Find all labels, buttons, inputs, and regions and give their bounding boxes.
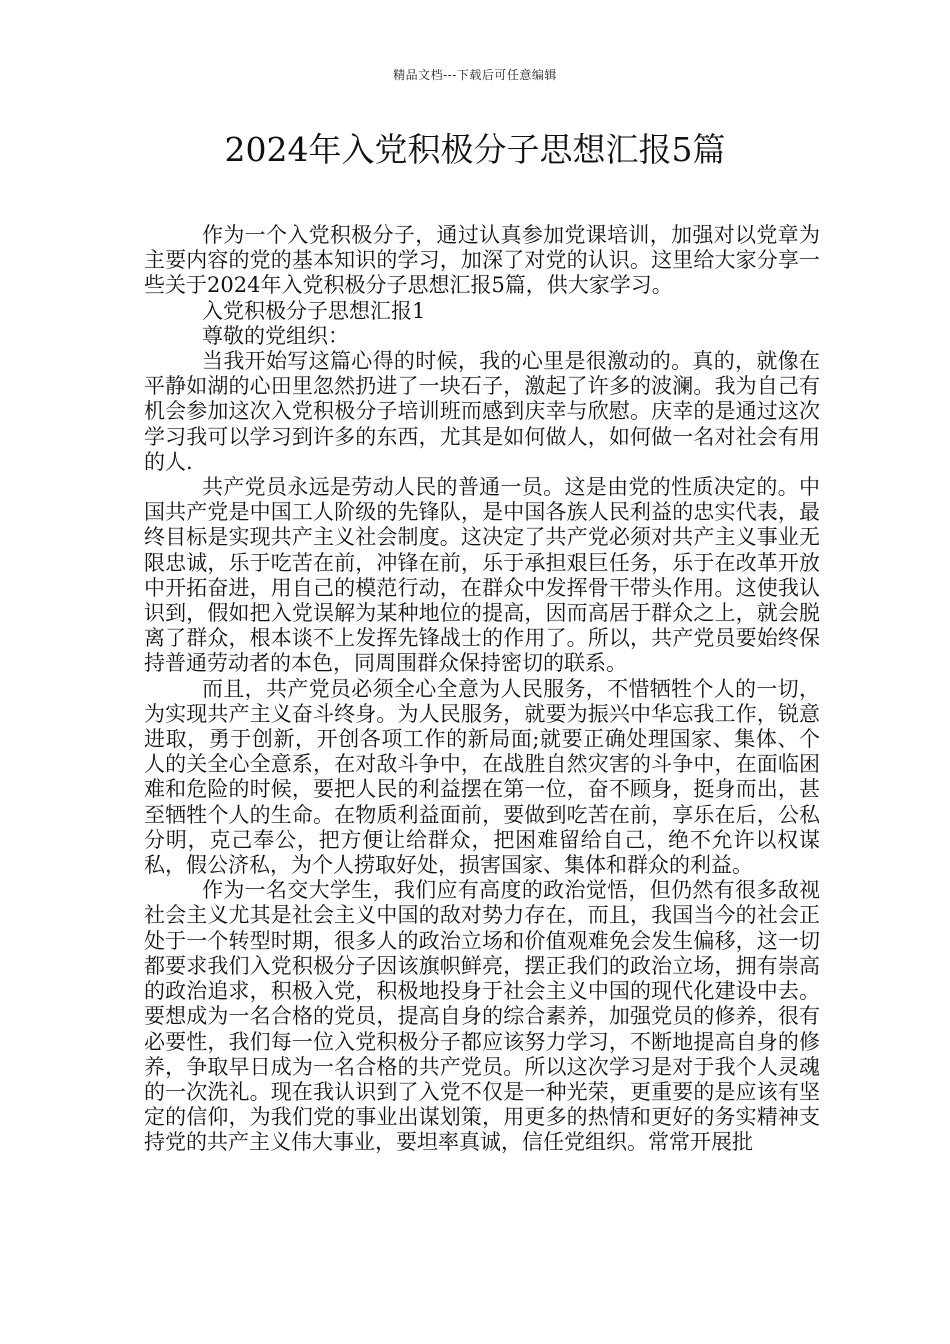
body-paragraph: 共产党员永远是劳动人民的普通一员。这是由党的性质决定的。中国共产党是中国工人阶级的先锋队，是中国各族人民利益的忠实代表，最终目标是实现共产主义社会制度。这决定了共产党必须对共产主义事业无限忠诚，乐于吃苦在前，冲锋在前，乐于承担艰巨任务，乐于在改革开放中开拓奋进，用自己的模范行动，在群众中发挥骨干带头作用。这使我认识到，假如把入党误解为某种地位的提高，因而高居于群众之上，就会脱离了群众，根本谈不上发挥先锋战士的作用了。所以，共产党员要始终保持普通劳动者的本色，同周围群众保持密切的联系。 [144, 475, 820, 676]
document-title: 2024年入党积极分子思想汇报5篇 [224, 130, 726, 169]
header-note: 精品文档---下载后可任意编辑 [393, 68, 557, 82]
body-paragraph: 作为一名交大学生，我们应有高度的政治觉悟，但仍然有很多敌视社会主义尤其是社会主义中国的敌对势力存在，而且，我国当今的社会正处于一个转型时期，很多人的政治立场和价值观难免会发生偏移，这一切都要求我们入党积极分子因该旗帜鲜亮，摆正我们的政治立场，拥有崇高的政治追求，积极入党，积极地投身于社会主义中国的现代化建设中去。要想成为一名合格的党员，提高自身的综合素养，加强党员的修养，很有必要性，我们每一位入党积极分子都应该努力学习，不断地提高自身的修养，争取早日成为一名合格的共产党员。所以这次学习是对于我个人灵魂的一次洗礼。现在我认识到了入党不仅是一种光荣，更重要的是应该有坚定的信仰，为我们党的事业出谋划策，用更多的热情和更好的务实精神支持党的共产主义伟大事业，要坦率真诚，信任党组织。常常开展批 [144, 878, 820, 1155]
body-paragraph: 当我开始写这篇心得的时候，我的心里是很激动的。真的，就像在平静如湖的心田里忽然扔进了一块石子，激起了许多的波澜。我为自己有机会参加这次入党积极分子培训班而感到庆幸与欣慰。庆幸的是通过这次学习我可以学习到许多的东西，尤其是如何做人，如何做一名对社会有用的人. [144, 349, 820, 474]
document-body [144, 223, 820, 1156]
salutation: 尊敬的党组织： [202, 323, 349, 348]
section-heading: 入党积极分子思想汇报1 [202, 298, 426, 323]
body-paragraph: 而且，共产党员必须全心全意为人民服务，不惜牺牲个人的一切，为实现共产主义奋斗终身。为人民服务，就要为振兴中华忘我工作，锐意进取，勇于创新，开创各项工作的新局面;就要正确处理国家、集体、个人的关全心全意系，在对敌斗争中，在战胜自然灾害的斗争中，在面临困难和危险的时候，要把人民的利益摆在第一位，奋不顾身，挺身而出，甚至牺牲个人的生命。在物质利益面前，要做到吃苦在前，享乐在后，公私分明，克己奉公，把方便让给群众，把困难留给自己，绝不允许以权谋私，假公济私，为个人捞取好处，损害国家、集体和群众的利益。 [144, 676, 820, 878]
intro-paragraph: 作为一个入党积极分子，通过认真参加党课培训，加强对以党章为主要内容的党的基本知识的学习，加深了对党的认识。这里给大家分享一些关于2024年入党积极分子思想汇报5篇，供大家学习。 [144, 223, 820, 298]
